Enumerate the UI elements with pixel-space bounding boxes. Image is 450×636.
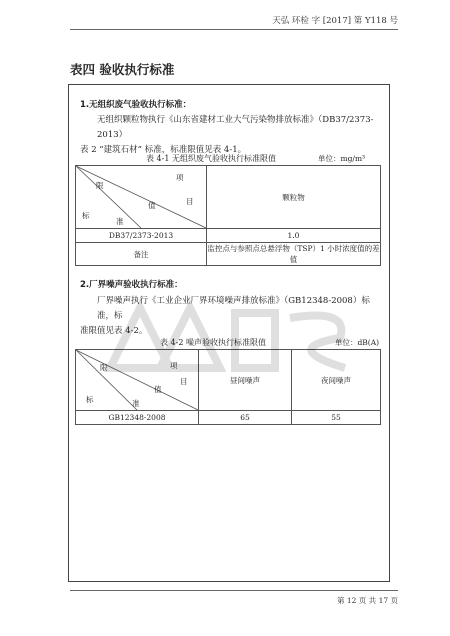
part2-paragraph-line1: 厂界噪声执行《工业企业厂界环境噪声排放标准》（GB12348-2008）标准，标 (97, 296, 370, 321)
table1-note-label: 备注 (76, 243, 207, 266)
table1-row-standard: DB37/2373-2013 (76, 229, 207, 243)
table1-label-zhun: 准 (116, 217, 124, 226)
table1-unit: 单位：mg/m³ (318, 154, 366, 163)
table2-col-day: 昼间噪声 (199, 350, 292, 411)
watermark-logo (100, 288, 360, 388)
table1-label-mu: 目 (186, 197, 194, 206)
table2-unit: 单位：dB(A) (335, 338, 380, 347)
table2-label-xian: 限 (100, 363, 108, 372)
table1-header-diagonal (76, 166, 207, 229)
part1-paragraph-line2: 表 2 “建筑石材” 标准，标准限值见表 4-1。 (80, 145, 247, 155)
table1-caption: 表 4-1 无组织废气验收执行标准限值 (146, 154, 276, 163)
table2-label-zhi: 值 (154, 385, 162, 394)
table1-label-zhi: 值 (148, 201, 156, 210)
part1-paragraph (80, 113, 380, 158)
table2-row-standard: GB12348-2008 (76, 411, 199, 425)
part1-paragraph-line1: 无组织颗粒物执行《山东省建材工业大气污染物排放标准》（DB37/2373-2013） (97, 115, 374, 140)
document-number: 天弘 环检 字 [2017] 第 Y118 号 (272, 16, 398, 26)
table2-label-mu: 目 (180, 377, 188, 386)
table1-label-xiang: 项 (176, 173, 184, 182)
table2-label-xiang: 项 (170, 361, 178, 370)
table2-night-value: 55 (292, 411, 381, 425)
part1-heading: 1.无组织废气验收执行标准： (80, 100, 192, 110)
table2-caption: 表 4-2 噪声验收执行标准限值 (160, 338, 266, 347)
page-number: 第 12 页 共 17 页 (336, 596, 398, 605)
table1-label-biao: 标 (82, 211, 90, 220)
part2-heading: 2.厂界噪声验收执行标准： (80, 280, 183, 290)
table2-col-night: 夜间噪声 (292, 350, 381, 411)
header-divider (70, 29, 398, 30)
table1-label-xian: 限 (96, 181, 104, 190)
table1-note-text: 监控点与参照点总悬浮物（TSP）1 小时浓度值的差值 (207, 244, 380, 264)
table1 (75, 165, 381, 266)
table2-label-zhun: 准 (132, 399, 140, 408)
part2-paragraph-line2: 准限值见表 4-2。 (80, 326, 148, 336)
table2-label-biao: 标 (86, 395, 94, 404)
table2-day-value: 65 (199, 411, 292, 425)
section-title: 表四 验收执行标准 (70, 62, 175, 77)
table1-col-particulate: 颗粒物 (207, 166, 381, 229)
table1-row-value: 1.0 (207, 229, 381, 243)
footer-divider (70, 590, 398, 591)
